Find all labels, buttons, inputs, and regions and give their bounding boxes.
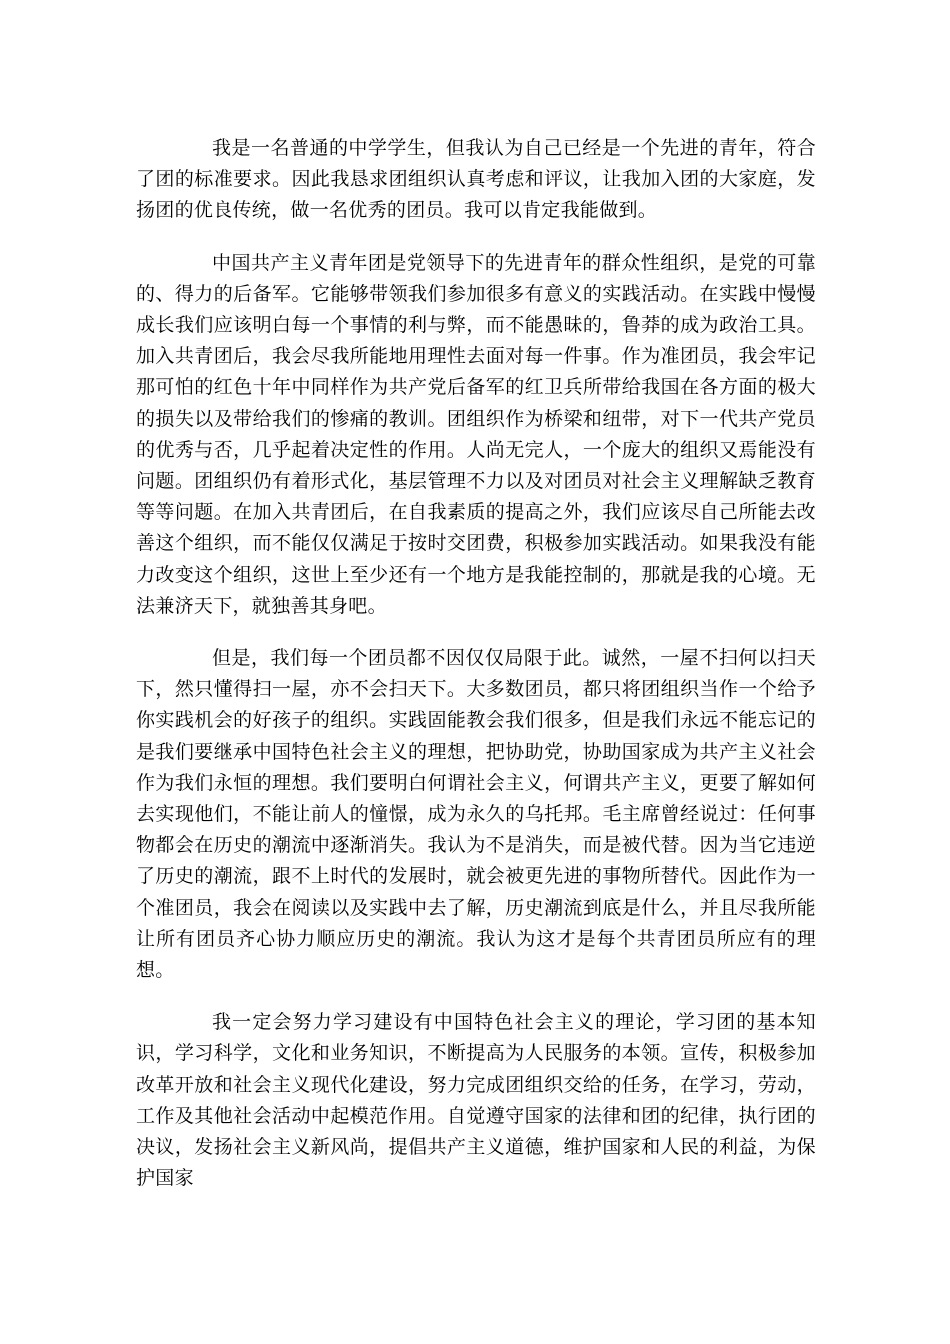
paragraph-2: 中国共产主义青年团是党领导下的先进青年的群众性组织，是党的可靠的、得力的后备军。它能够带领我们参加很多有意义的实践活动。在实践中慢慢成长我们应该明白每一个事情的利与弊，而不能愚昧的，鲁莽的成为政治工具。加入共青团后，我会尽我所能地用理性去面对每一件事。作为准团员，我会牢记那可怕的红色十年中同样作为共产党后备军的红卫兵所带给我国在各方面的极大的损失以及带给我们的惨痛的教训。团组织作为桥梁和纽带，对下一代共产党员的优秀与否，几乎起着决定性的作用。人尚无完人，一个庞大的组织又焉能没有问题。团组织仍有着形式化，基层管理不力以及对团员对社会主义理解缺乏教育等等问题。在加入共青团后，在自我素质的提高之外，我们应该尽自己所能去改善这个组织，而不能仅仅满足于按时交团费，积极参加实践活动。如果我没有能力改变这个组织，这世上至少还有一个地方是我能控制的，那就是我的心境。无法兼济天下，就独善其身吧。	[136, 251, 816, 617]
paragraph-1: 我是一名普通的中学学生，但我认为自己已经是一个先进的青年，符合了团的标准要求。因此我恳求团组织认真考虑和评议，让我加入团的大家庭，发扬团的优良传统，做一名优秀的团员。我可以肯定我能做到。	[136, 137, 816, 222]
document-body	[136, 133, 816, 1216]
paragraph-3: 但是，我们每一个团员都不因仅仅局限于此。诚然，一屋不扫何以扫天下，然只懂得扫一屋，亦不会扫天下。大多数团员，都只将团组织当作一个给予你实践机会的好孩子的组织。实践固能教会我们很多，但是我们永远不能忘记的是我们要继承中国特色社会主义的理想，把协助党，协助国家成为共产主义社会作为我们永恒的理想。我们要明白何谓社会主义，何谓共产主义，更要了解如何去实现他们，不能让前人的憧憬，成为永久的乌托邦。毛主席曾经说过：任何事物都会在历史的潮流中逐渐消失。我认为不是消失，而是被代替。因为当它违逆了历史的潮流，跟不上时代的发展时，就会被更先进的事物所替代。因此作为一个准团员，我会在阅读以及实践中去了解，历史潮流到底是什么，并且尽我所能让所有团员齐心协力顺应历史的潮流。我认为这才是每个共青团员所应有的理想。	[136, 647, 816, 982]
paragraph-4: 我一定会努力学习建设有中国特色社会主义的理论，学习团的基本知识，学习科学，文化和业务知识，不断提高为人民服务的本领。宣传，积极参加改革开放和社会主义现代化建设，努力完成团组织交给的任务，在学习，劳动，工作及其他社会活动中起模范作用。自觉遵守国家的法律和团的纪律，执行团的决议，发扬社会主义新风尚，提倡共产主义道德，维护国家和人民的利益，为保护国家	[136, 1011, 816, 1190]
